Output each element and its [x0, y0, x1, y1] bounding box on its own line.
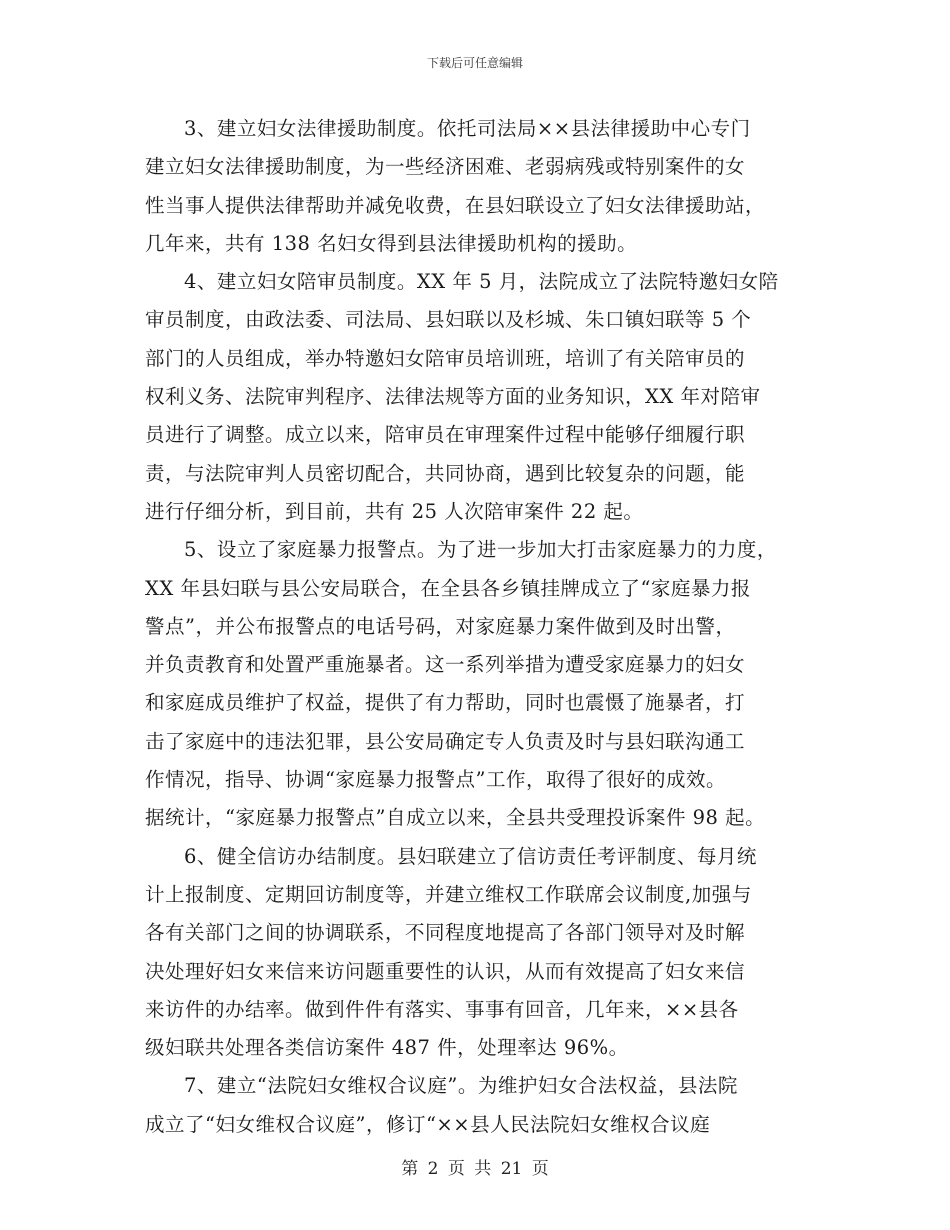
text-line: 性当事人提供法律帮助并减免收费，在县妇联设立了妇女法律援助站， [145, 193, 766, 217]
text-line: 决处理好妇女来信来访问题重要性的认识，从而有效提高了妇女来信 [145, 959, 746, 983]
page-header: 下载后可任意编辑 [426, 56, 523, 70]
text-line: 警点”，并公布报警点的电话号码，对家庭暴力案件做到及时出警， [145, 614, 736, 638]
text-line: 责，与法院审判人员密切配合，共同协商，遇到比较复杂的问题，能 [145, 461, 746, 485]
text-line: 成立了“妇女维权合议庭”，修订“××县人民法院妇女维权合议庭 [145, 1112, 711, 1136]
text-line: 权利义务、法院审判程序、法律法规等方面的业务知识，XX 年对陪审 [145, 385, 761, 409]
text-line: 和家庭成员维护了权益，提供了有力帮助，同时也震慑了施暴者，打 [145, 691, 746, 715]
paragraph-first-line: 6、健全信访办结制度。县妇联建立了信访责任考评制度、每月统 [184, 844, 757, 868]
text-line: 并负责教育和处置严重施暴者。这一系列举措为遭受家庭暴力的妇女 [145, 653, 746, 677]
paragraph-first-line: 3、建立妇女法律援助制度。依托司法局××县法律援助中心专门 [184, 117, 751, 140]
text-line: 级妇联共处理各类信访案件 487 件，处理率达 96%。 [145, 1036, 629, 1060]
page-number-footer: 第 2 页 共 21 页 [401, 1159, 549, 1179]
paragraph-first-line: 7、建立“法院妇女维权合议庭”。为维护妇女合法权益，县法院 [184, 1074, 738, 1098]
document-body [145, 110, 815, 1144]
text-line: 来访件的办结率。做到件件有落实、事事有回音，几年来，××县各 [145, 997, 739, 1021]
paragraph-first-line: 4、建立妇女陪审员制度。XX 年 5 月，法院成立了法院特邀妇女陪 [184, 270, 779, 294]
text-line: 作情况，指导、协调“家庭暴力报警点”工作，取得了很好的成效。 [145, 768, 726, 792]
text-line: 几年来，共有 138 名妇女得到县法律援助机构的援助。 [145, 231, 638, 255]
paragraph-first-line: 5、设立了家庭暴力报警点。为了进一步加大打击家庭暴力的力度， [184, 538, 777, 562]
text-line: 部门的人员组成，举办特邀妇女陪审员培训班，培训了有关陪审员的 [145, 346, 746, 370]
text-line: 员进行了调整。成立以来，陪审员在审理案件过程中能够仔细履行职 [145, 423, 746, 447]
text-line: 据统计，“家庭暴力报警点”自成立以来，全县共受理投诉案件 98 起。 [145, 806, 766, 830]
text-line: 建立妇女法律援助制度，为一些经济困难、老弱病残或特别案件的女 [145, 155, 746, 179]
text-line: 各有关部门之间的协调联系，不同程度地提高了各部门领导对及时解 [145, 921, 746, 945]
text-line: 进行仔细分析，到目前，共有 25 人次陪审案件 22 起。 [145, 499, 644, 523]
text-line: XX 年县妇联与县公安局联合，在全县各乡镇挂牌成立了“家庭暴力报 [145, 576, 751, 600]
text-line: 击了家庭中的违法犯罪，县公安局确定专人负责及时与县妇联沟通工 [145, 729, 746, 753]
text-line: 审员制度，由政法委、司法局、县妇联以及杉城、朱口镇妇联等 5 个 [145, 308, 752, 332]
text-line: 计上报制度、定期回访制度等，并建立维权工作联席会议制度,加强与 [145, 882, 752, 906]
